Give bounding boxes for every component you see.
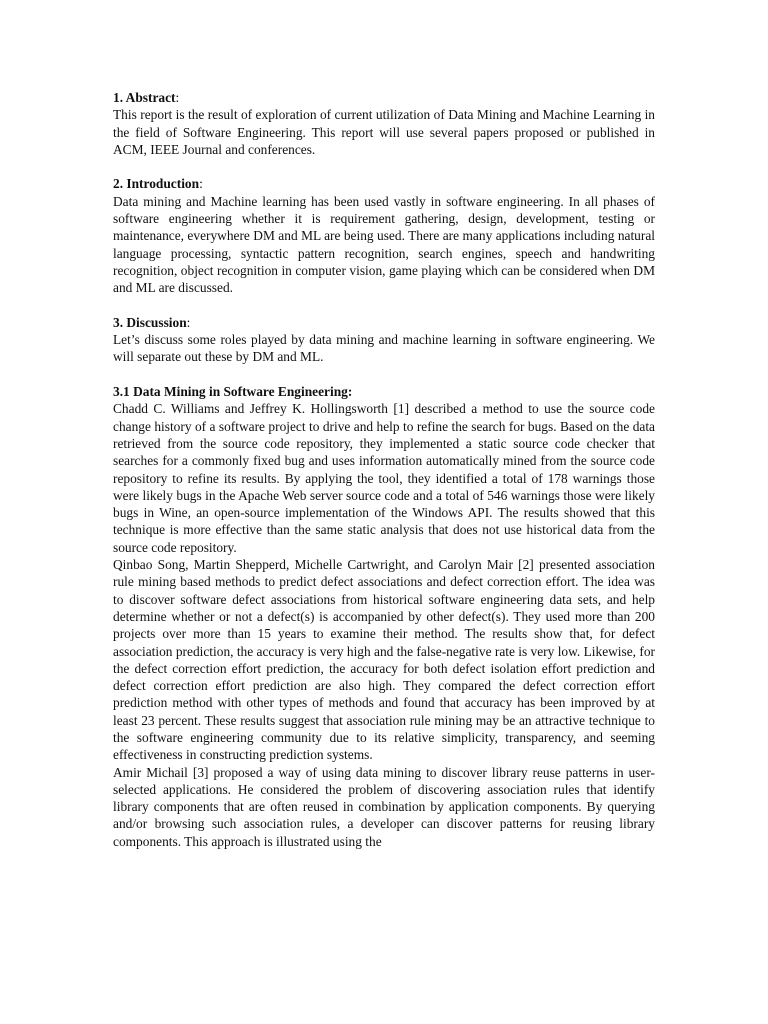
section-heading xyxy=(113,383,655,400)
heading-title: 3. Discussion xyxy=(113,314,187,330)
section-introduction xyxy=(113,175,655,296)
section-abstract xyxy=(113,89,655,158)
section-heading xyxy=(113,175,655,192)
paragraph: Amir Michail [3] proposed a way of using data mining to discover library reuse patterns in user-selected applications. He considered the problem of discovering association rules that identify library components that are often reused in combination by application components. By querying and/or browsing such association rules, a developer can discover patterns for reusing library components. This approach is illustrated using the xyxy=(113,764,655,849)
paragraph: This report is the result of exploration of current utilization of Data Mining and Machine Learning in the field of Software Engineering. This report will use several papers proposed or published in ACM, IEEE Journal and conferences. xyxy=(113,107,655,157)
paragraph: Chadd C. Williams and Jeffrey K. Hollingsworth [1] described a method to use the source code change history of a software project to drive and help to refine the search for bugs. Based on the data retrieved from the source code repository, they implemented a static source code checker that searches for a commonly fixed bug and uses information automatically mined from the source code repository to refine its results. By applying the tool, they identified a total of 178 warnings those were likely bugs in the Apache Web server source code and a total of 546 warnings those were likely bugs in Wine, an open-source implementation of the Windows API. The results showed that this technique is more effective than the same static analysis that does not use historical data from the source code repository. xyxy=(113,401,655,555)
heading-title: 1. Abstract xyxy=(113,90,176,105)
section-discussion xyxy=(113,314,655,366)
document-page xyxy=(113,89,655,850)
section-heading xyxy=(113,89,655,106)
heading-colon: : xyxy=(186,314,191,330)
heading-title: 2. Introduction xyxy=(113,176,200,192)
heading-title: 3.1 Data Mining in Software Engineering: xyxy=(113,384,353,400)
heading-colon: : xyxy=(199,176,203,192)
paragraph: Let’s discuss some roles played by data mining and machine learning in software engineering. We will separate out these by DM and ML. xyxy=(113,332,655,365)
section-data-mining xyxy=(113,383,655,850)
paragraph: Qinbao Song, Martin Shepperd, Michelle Cartwright, and Carolyn Mair [2] presented association rule mining based methods to predict defect associations and defect correction effort. The idea was to discover software defect associations from historical software engineering data sets, and help determine whether or not a defect(s) is accompanied by other defect(s). They used more than 200 projects over more than 15 years to examine their method. The results show that, for defect association prediction, the accuracy is very high and the false-negative rate is very low. Likewise, for the defect correction effort prediction, the accuracy for both defect isolation effort prediction and defect correction effort prediction are also high. They compared the defect correction effort prediction method with other types of methods and found that accuracy has been improved by at least 23 percent. These results suggest that association rule mining may be an attractive technique to the software engineering community due to its relative simplicity, transparency, and seeming effectiveness in constructing prediction systems. xyxy=(113,557,655,763)
heading-colon: : xyxy=(175,90,180,105)
section-heading xyxy=(113,314,655,331)
paragraph: Data mining and Machine learning has been used vastly in software engineering. In all phases of software engineering whether it is requirement gathering, design, development, testing or maintenance, everywhere DM and ML are being used. There are many applications including natural language processing, syntactic pattern recognition, search engines, speech and handwriting recognition, object recognition in computer vision, game playing which can be considered when DM and ML are discussed. xyxy=(113,193,655,296)
